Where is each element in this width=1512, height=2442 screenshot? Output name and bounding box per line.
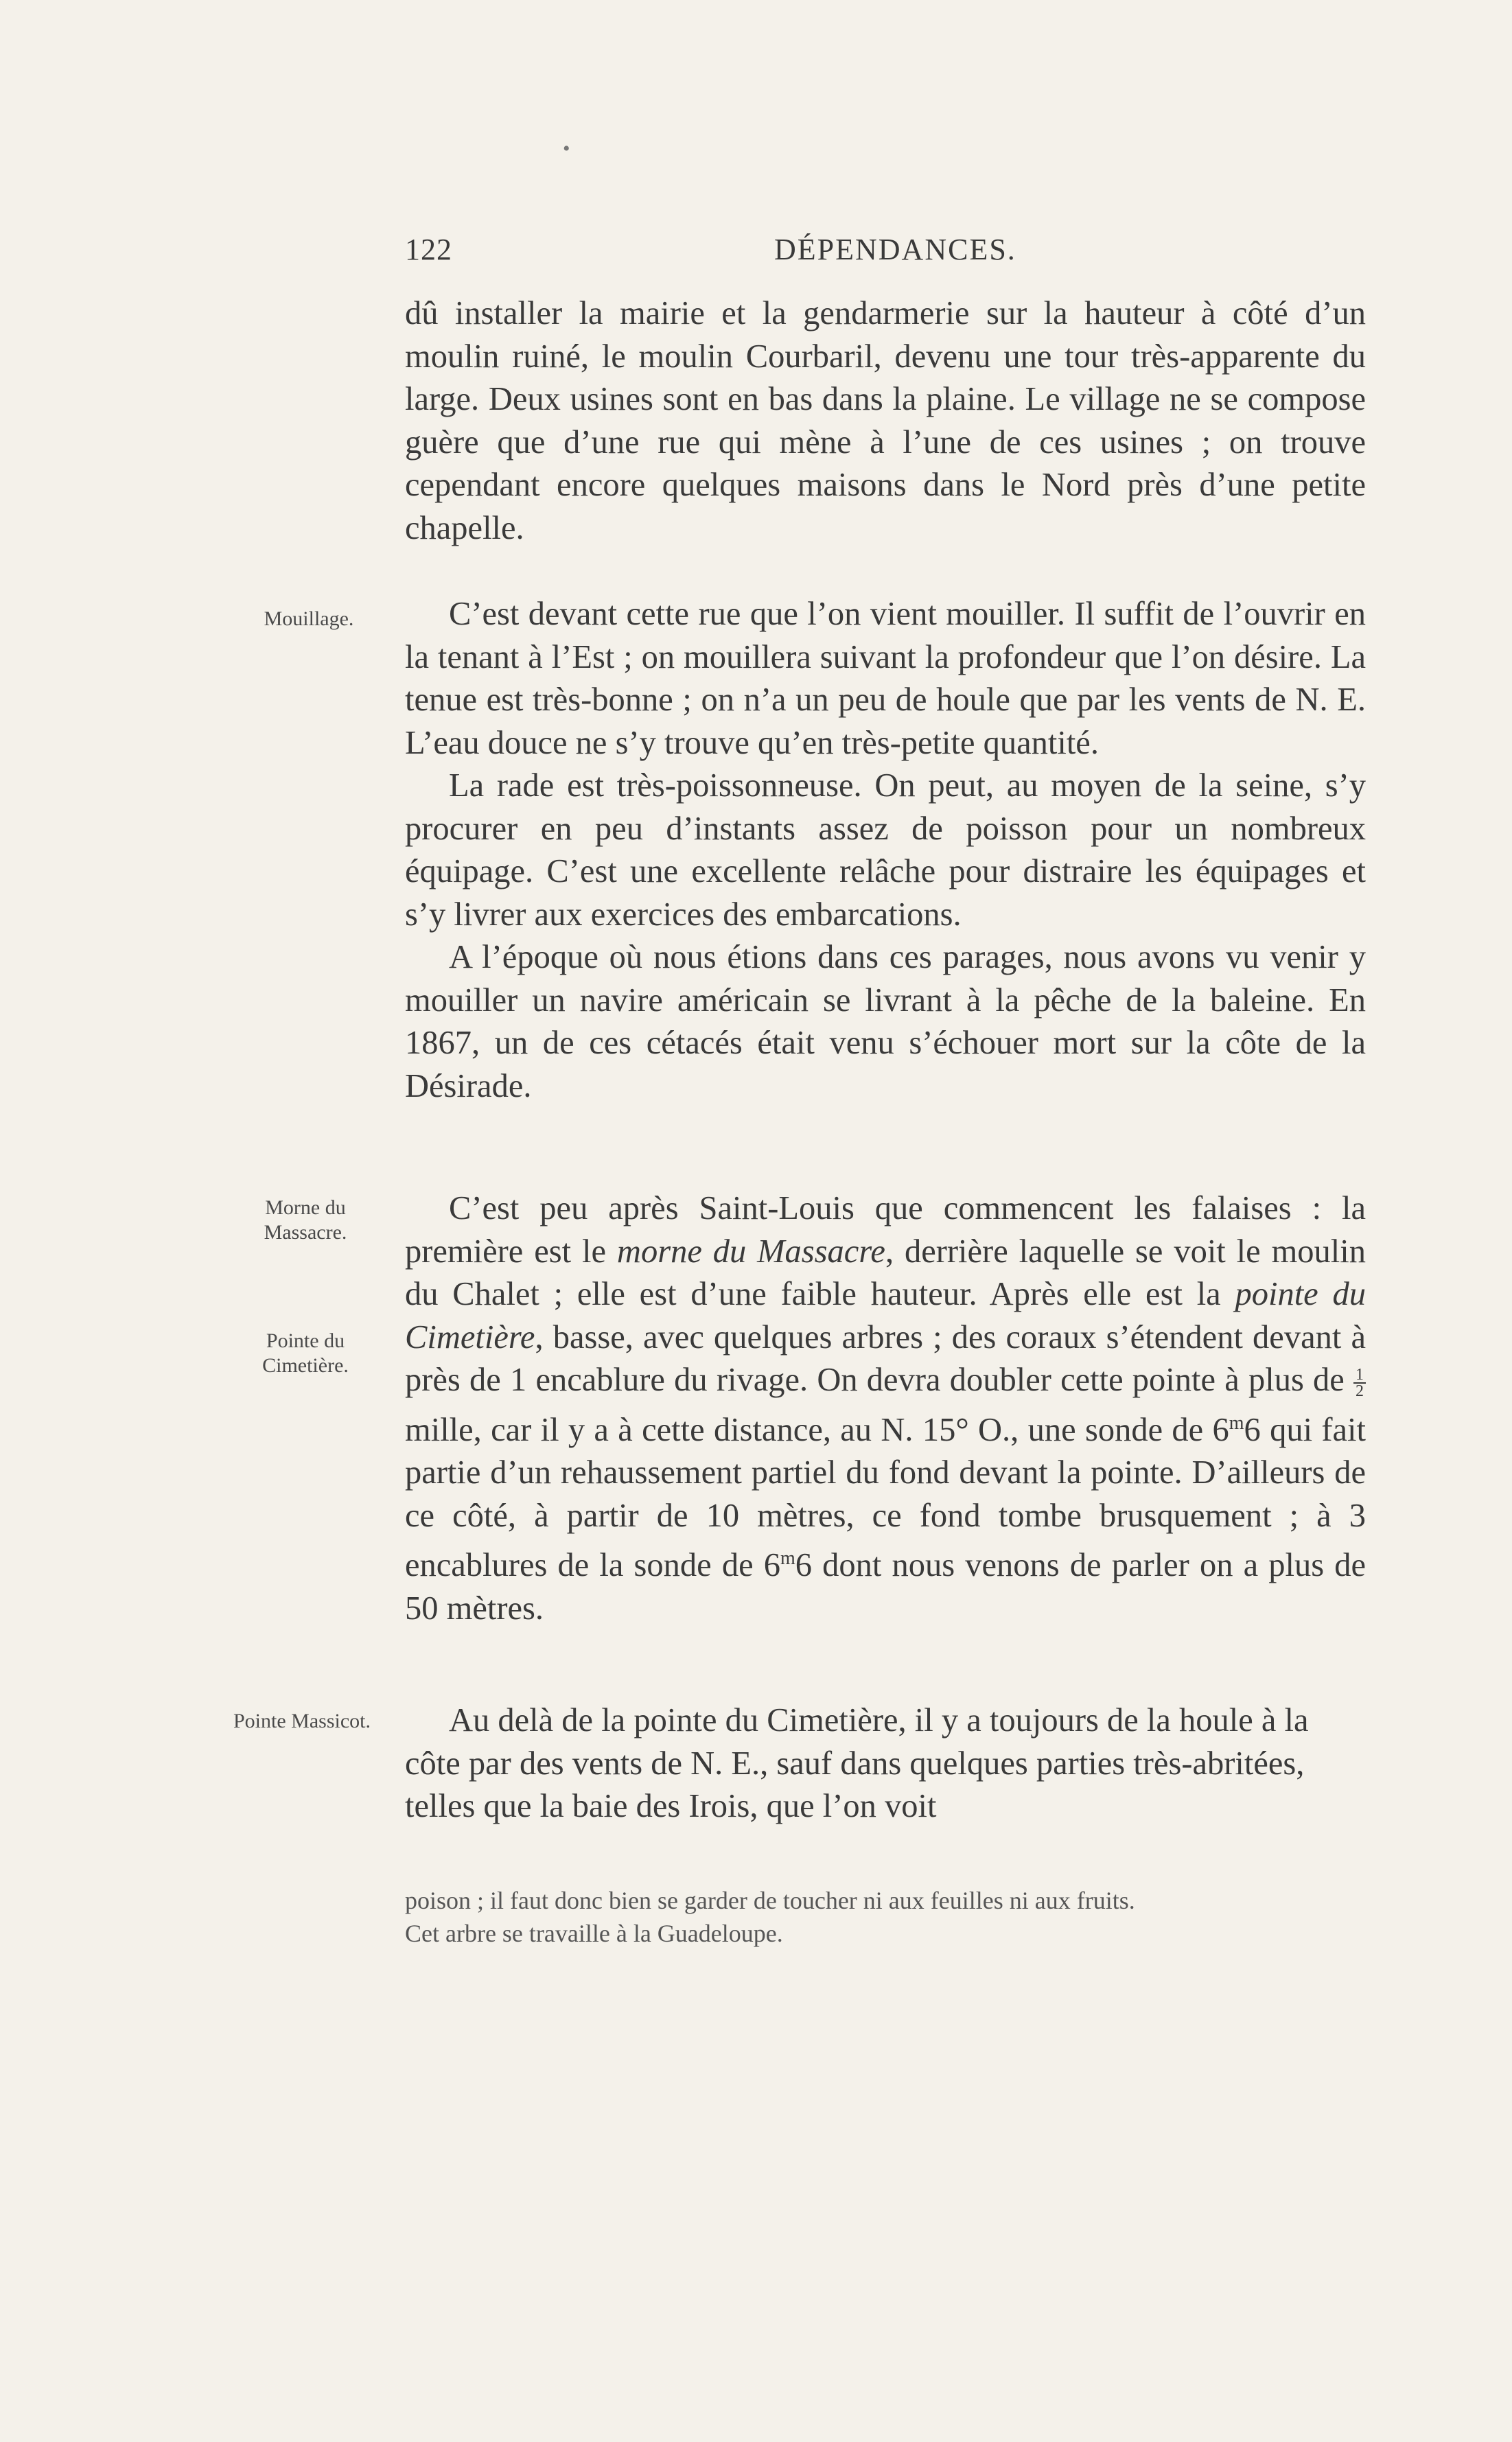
superscript: m [1229,1412,1244,1434]
paragraph: A l’époque où nous étions dans ces parages, nous avons vu venir y mouiller un navire américain se livrant à la pêche de la baleine. En 1867, un de ces cétacés était venu s’échouer mort sur la côte de la Désirade. [405,939,1366,1104]
page-header [405,232,1366,273]
paragraph: dû installer la mairie et la gendarmerie sur la hauteur à côté d’un moulin ruiné, le moulin Courbaril, devenu une tour très-apparente du large. Deux usines sont en bas dans la plaine. Le village ne se compose guère que d’une rue qui mène à l’une de ces usines ; on trouve cependant encore quelques maisons dans le Nord près d’une petite chapelle. [405,295,1366,546]
text-block-massicot [405,1699,1366,1828]
margin-note-mouillage: Mouillage. [264,607,354,630]
text-run: C’est peu après Saint-Louis que commencent les falaises : la première est le [405,1190,1366,1270]
footnote-line: Cet arbre se travaille à la Guadeloupe. [405,1920,783,1947]
superscript: m [780,1548,795,1570]
fraction [1353,1367,1366,1399]
italic-place-name: pointe du Cimetière [405,1276,1366,1356]
text-block-continuation [405,292,1366,550]
ink-speck: • [563,137,570,160]
text-run: , derrière laquelle se voit le moulin du Chalet ; elle est d’une faible hauteur. Après elle est la [405,1233,1366,1312]
text-run: 6 qui fait partie d’un rehaussement partiel du fond devant la pointe. D’ailleurs de ce côté, à partir de 10 mètres, ce fond tombe brusquement ; à 3 encablures de la sonde de 6 [405,1411,1366,1584]
footnote-line: poison ; il faut donc bien se garder de toucher ni aux feuilles ni aux fruits. [405,1887,1135,1914]
paragraph: C’est devant cette rue que l’on vient mouiller. Il suffit de l’ouvrir en la tenant à l’Est ; on mouillera suivant la profondeur que l’on désire. La tenue est très-bonne ; on n’a un peu de houle que par les vents de N. E. L’eau douce ne s’y trouve qu’en très-petite quantité. [405,596,1366,761]
text-run: 6 dont nous venons de parler on a plus de 50 mètres. [405,1547,1366,1627]
paragraph: Au delà de la pointe du Cimetière, il y a toujours de la houle à la côte par des vents de N. E., sauf dans quelques parties très-abritées, telles que la baie des Irois, que l’on voit [405,1702,1309,1824]
margin-note-morne: Morne du Massacre. [264,1196,347,1244]
fraction-numerator: 1 [1353,1367,1366,1384]
italic-place-name: morne du Massacre [616,1233,885,1270]
margin-note-pointe-massicot: Pointe Massicot. [233,1710,371,1732]
text-run: mille, car il y a à cette distance, au N. 15° O., une sonde de 6 [405,1411,1229,1448]
fraction-denominator: 2 [1356,1382,1364,1400]
text-block-mouillage [405,593,1366,1108]
running-head: DÉPENDANCES. [774,233,1016,266]
margin-note-pointe-cimetiere: Pointe du Cimetière. [262,1329,349,1377]
paragraph [405,1187,1366,1630]
text-run: , basse, avec quelques arbres ; des coraux s’étendent devant à près de 1 encablure du rivage. On devra doubler cette pointe à plus de [405,1318,1366,1398]
text-block-falaises [405,1187,1366,1630]
paragraph: La rade est très-poissonneuse. On peut, au moyen de la seine, s’y procurer en peu d’instants assez de poisson pour un nombreux équipage. C’est une excellente relâche pour distraire les équipages et s’y livrer aux exercices des embarcations. [405,767,1366,933]
page-number: 122 [405,233,452,266]
footnote [405,1884,1366,1950]
